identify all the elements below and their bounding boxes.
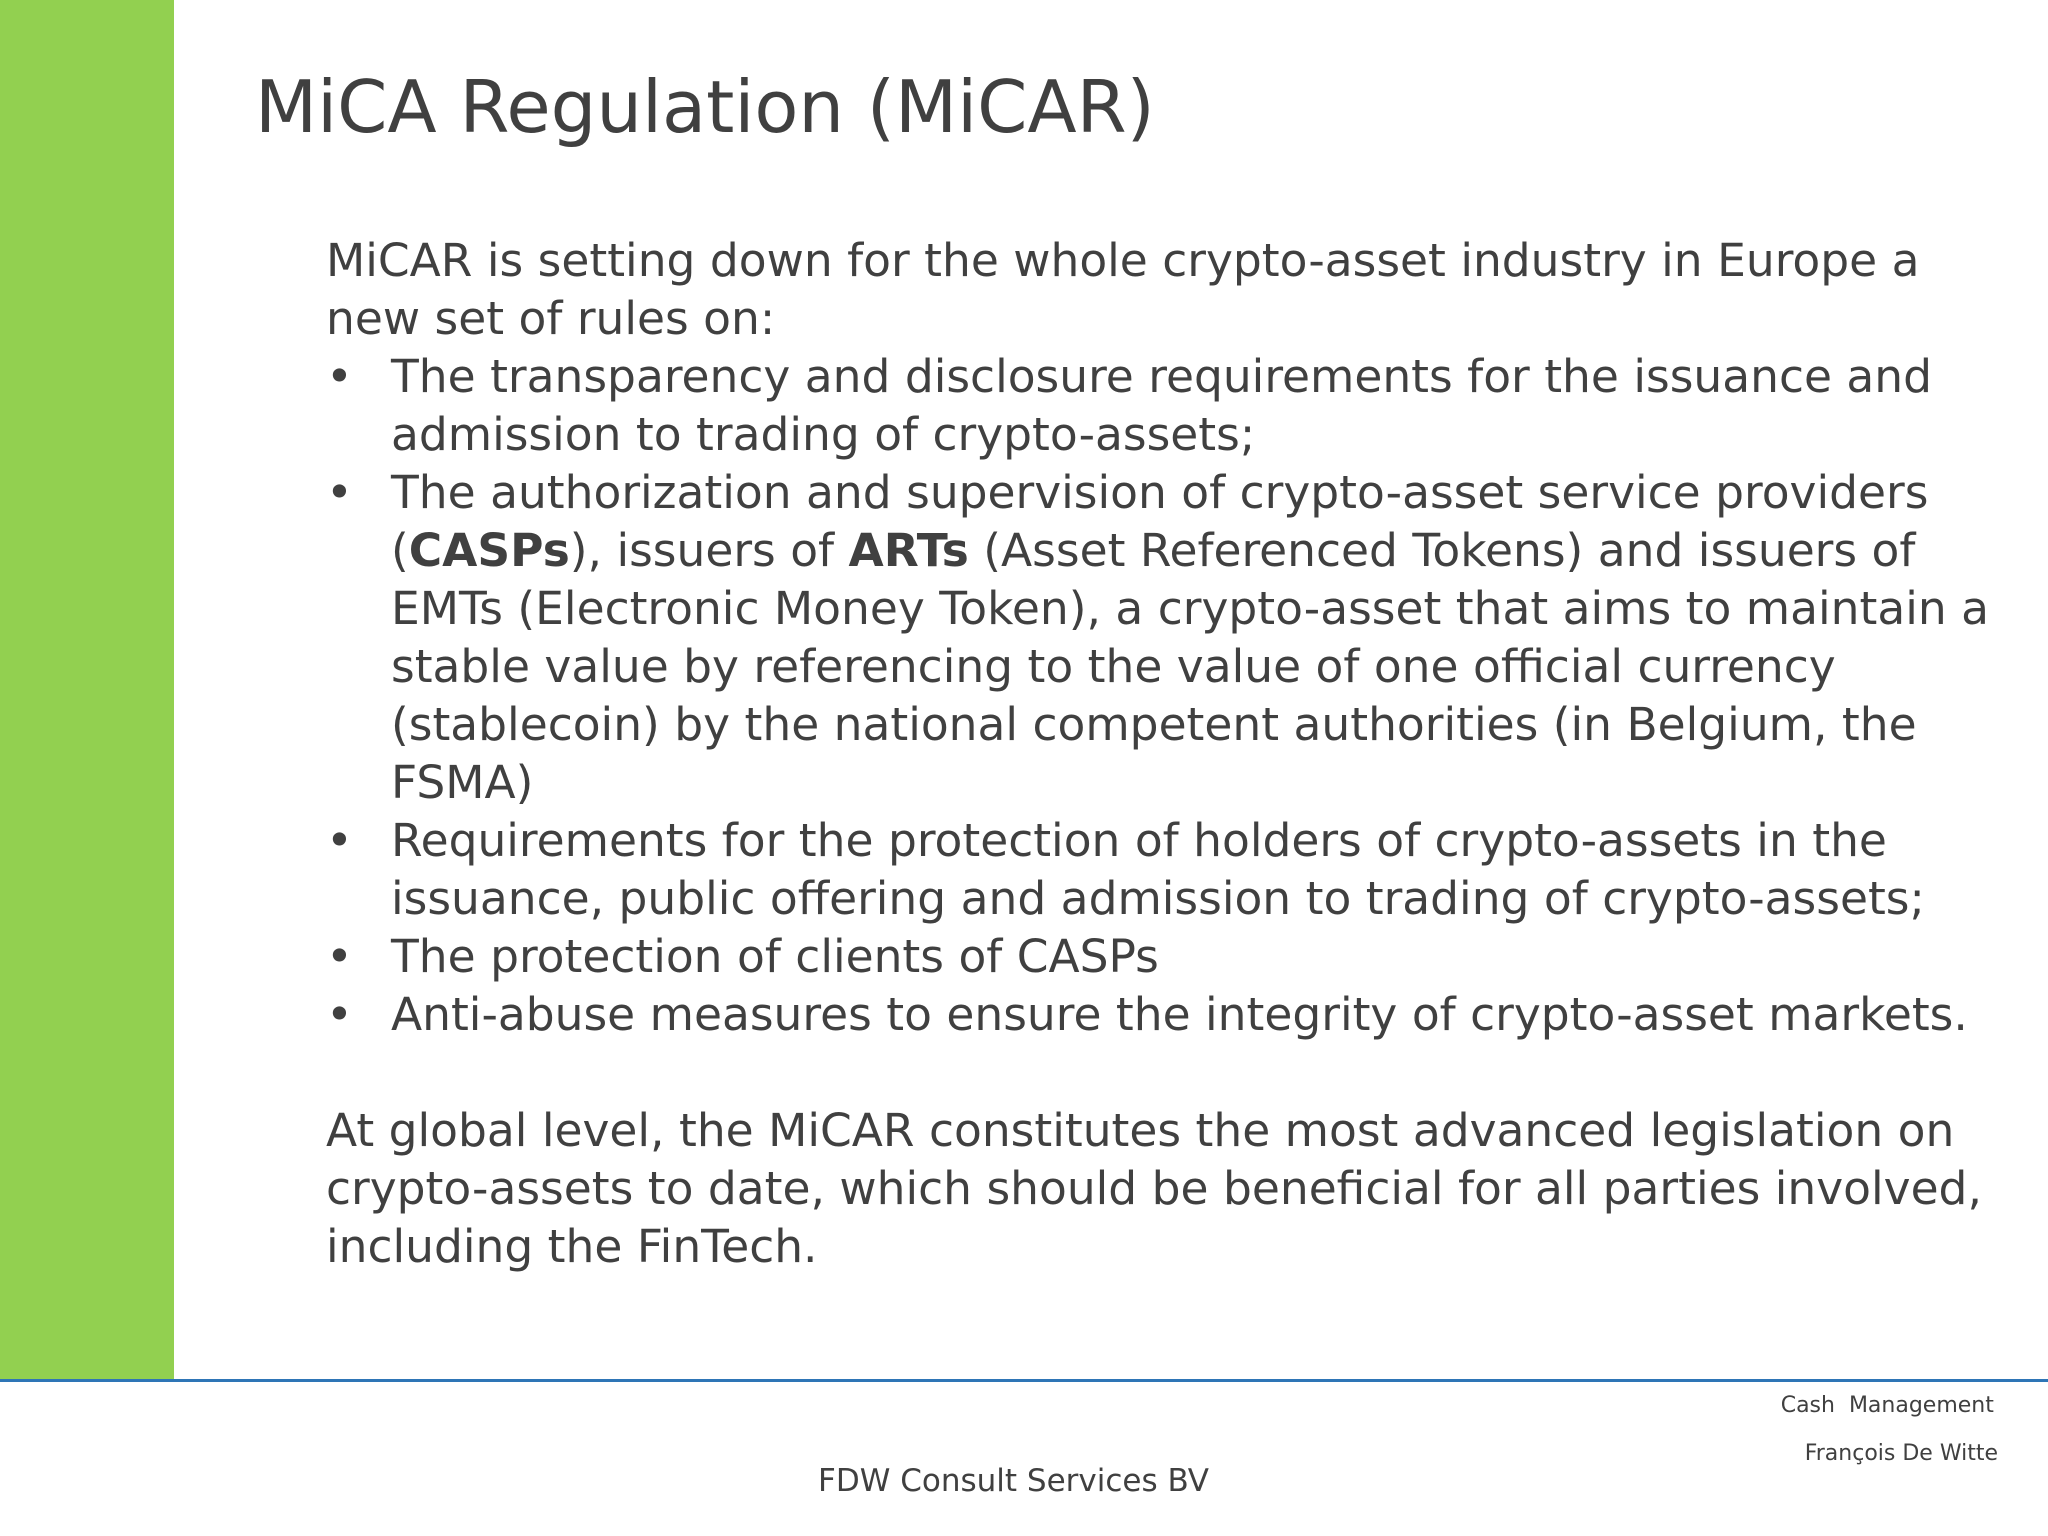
bullet-item-anti-abuse xyxy=(326,986,2016,1044)
footer-company-name: FDW Consult Services BV xyxy=(818,1463,1209,1499)
bullet-icon: • xyxy=(326,988,353,1041)
paragraph-spacer xyxy=(326,1044,2016,1102)
bold-term-casps: CASPs xyxy=(408,524,570,577)
bullet-item-transparency xyxy=(326,348,2016,464)
bullet-text: The transparency and disclosure requirements for the issuance and admission to trading of crypto-assets; xyxy=(391,350,1933,461)
footer-credits xyxy=(1777,1392,1998,1468)
bullet-item-protection-clients xyxy=(326,928,2016,986)
slide-body xyxy=(326,232,2016,1276)
footer-divider xyxy=(0,1379,2048,1382)
bullet-icon: • xyxy=(326,466,353,519)
bullet-icon: • xyxy=(326,350,353,403)
bullet-item-protection-holders xyxy=(326,812,2016,928)
intro-paragraph: MiCAR is setting down for the whole crypto-asset industry in Europe a new set of rules on: xyxy=(326,234,1920,345)
bullet-icon: • xyxy=(326,814,353,867)
bullet-text-part: The authorization and supervision of crypto-asset service providers ( xyxy=(391,466,1929,577)
bullet-text: Anti-abuse measures to ensure the integrity of crypto-asset markets. xyxy=(391,988,1968,1041)
conclusion-paragraph: At global level, the MiCAR constitutes the most advanced legislation on crypto-assets to date, which should be beneficial for all parties involved, including the FinTech. xyxy=(326,1104,1982,1273)
bullet-text-part: ), issuers of xyxy=(569,524,849,577)
accent-sidebar-bar xyxy=(0,0,174,1381)
footer-course-name: Cash Management xyxy=(1780,1393,1994,1418)
bullet-icon: • xyxy=(326,930,353,983)
bullet-text: The protection of clients of CASPs xyxy=(391,930,1159,983)
footer-author-name: François De Witte xyxy=(1804,1441,1998,1466)
slide-title: MiCA Regulation (MiCAR) xyxy=(255,65,1155,149)
bullet-text-part: (Asset Referenced Tokens) and issuers of EMTs (Electronic Money Token), a crypto-asset that aims to maintain a stable value by referencing to the value of one official currency (stablecoin) by the national competent authorities (in Belgium, the FSMA) xyxy=(391,524,1990,809)
bullet-text: Requirements for the protection of holders of crypto-assets in the issuance, public offering and admission to trading of crypto-assets; xyxy=(391,814,1925,925)
rules-bullet-list xyxy=(326,348,2016,1044)
bullet-item-authorization xyxy=(326,464,2016,812)
bold-term-arts: ARTs xyxy=(848,524,969,577)
